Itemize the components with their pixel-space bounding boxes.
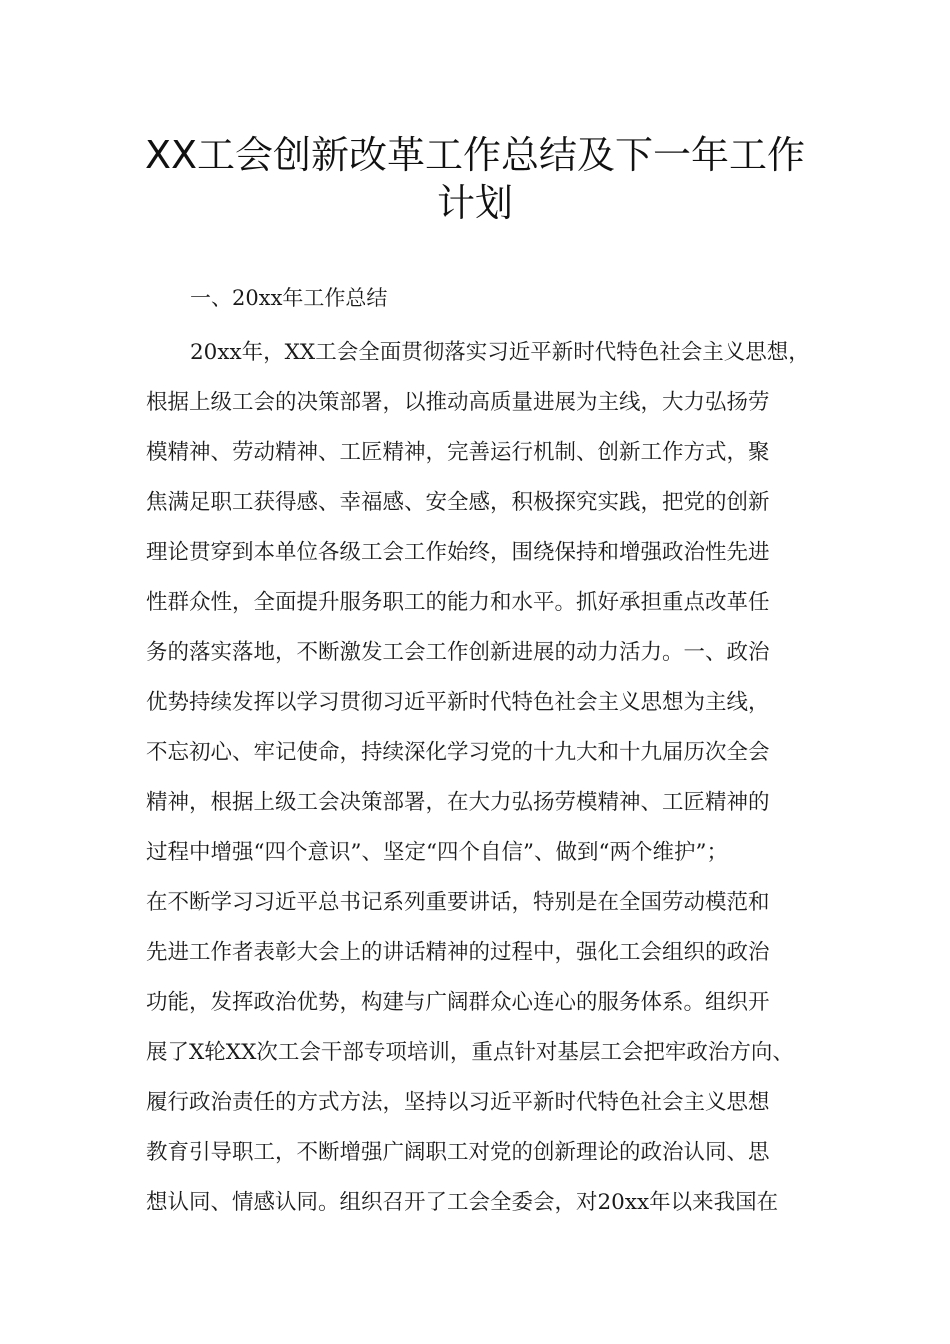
body-line: 想认同、情感认同。组织召开了工会全委会，对20xx年以来我国在: [146, 1190, 779, 1215]
body-line: 先进工作者表彰大会上的讲话精神的过程中，强化工会组织的政治: [146, 940, 770, 965]
body-line: 焦满足职工获得感、幸福感、安全感，积极探究实践，把党的创新: [146, 490, 770, 515]
body-line: 教育引导职工，不断增强广阔职工对党的创新理论的政治认同、思: [146, 1140, 770, 1165]
body-line: 不忘初心、牢记使命，持续深化学习党的十九大和十九届历次全会: [146, 740, 770, 765]
body-line: 优势持续发挥以学习贯彻习近平新时代特色社会主义思想为主线，: [146, 690, 770, 715]
body-line: 功能，发挥政治优势，构建与广阔群众心连心的服务体系。组织开: [146, 990, 770, 1015]
body-line: 务的落实落地，不断激发工会工作创新进展的动力活力。一、政治: [146, 640, 770, 665]
body-line: 理论贯穿到本单位各级工会工作始终，围绕保持和增强政治性先进: [146, 540, 770, 565]
section-heading: 一、20xx年工作总结: [190, 286, 388, 310]
body-line: 性群众性，全面提升服务职工的能力和水平。抓好承担重点改革任: [146, 590, 770, 615]
body-line: 模精神、劳动精神、工匠精神，完善运行机制、创新工作方式，聚: [146, 440, 770, 465]
body-line: 在不断学习习近平总书记系列重要讲话，特别是在全国劳动模范和: [146, 890, 770, 915]
document-title-line-1: XX工会创新改革工作总结及下一年工作: [144, 133, 806, 177]
body-line: 展了X轮XX次工会干部专项培训，重点针对基层工会把牢政治方向、: [146, 1040, 794, 1065]
body-line: 过程中增强“四个意识”、坚定“四个自信”、做到“两个维护”；: [146, 840, 728, 865]
body-line: 精神，根据上级工会决策部署，在大力弘扬劳模精神、工匠精神的: [146, 790, 770, 815]
body-line: 履行政治责任的方式方法，坚持以习近平新时代特色社会主义思想: [146, 1090, 770, 1115]
body-line: 根据上级工会的决策部署，以推动高质量进展为主线，大力弘扬劳: [146, 390, 770, 415]
document-title-line-2: 计划: [436, 181, 513, 225]
body-line: 20xx年，XX工会全面贯彻落实习近平新时代特色社会主义思想，: [190, 340, 810, 365]
